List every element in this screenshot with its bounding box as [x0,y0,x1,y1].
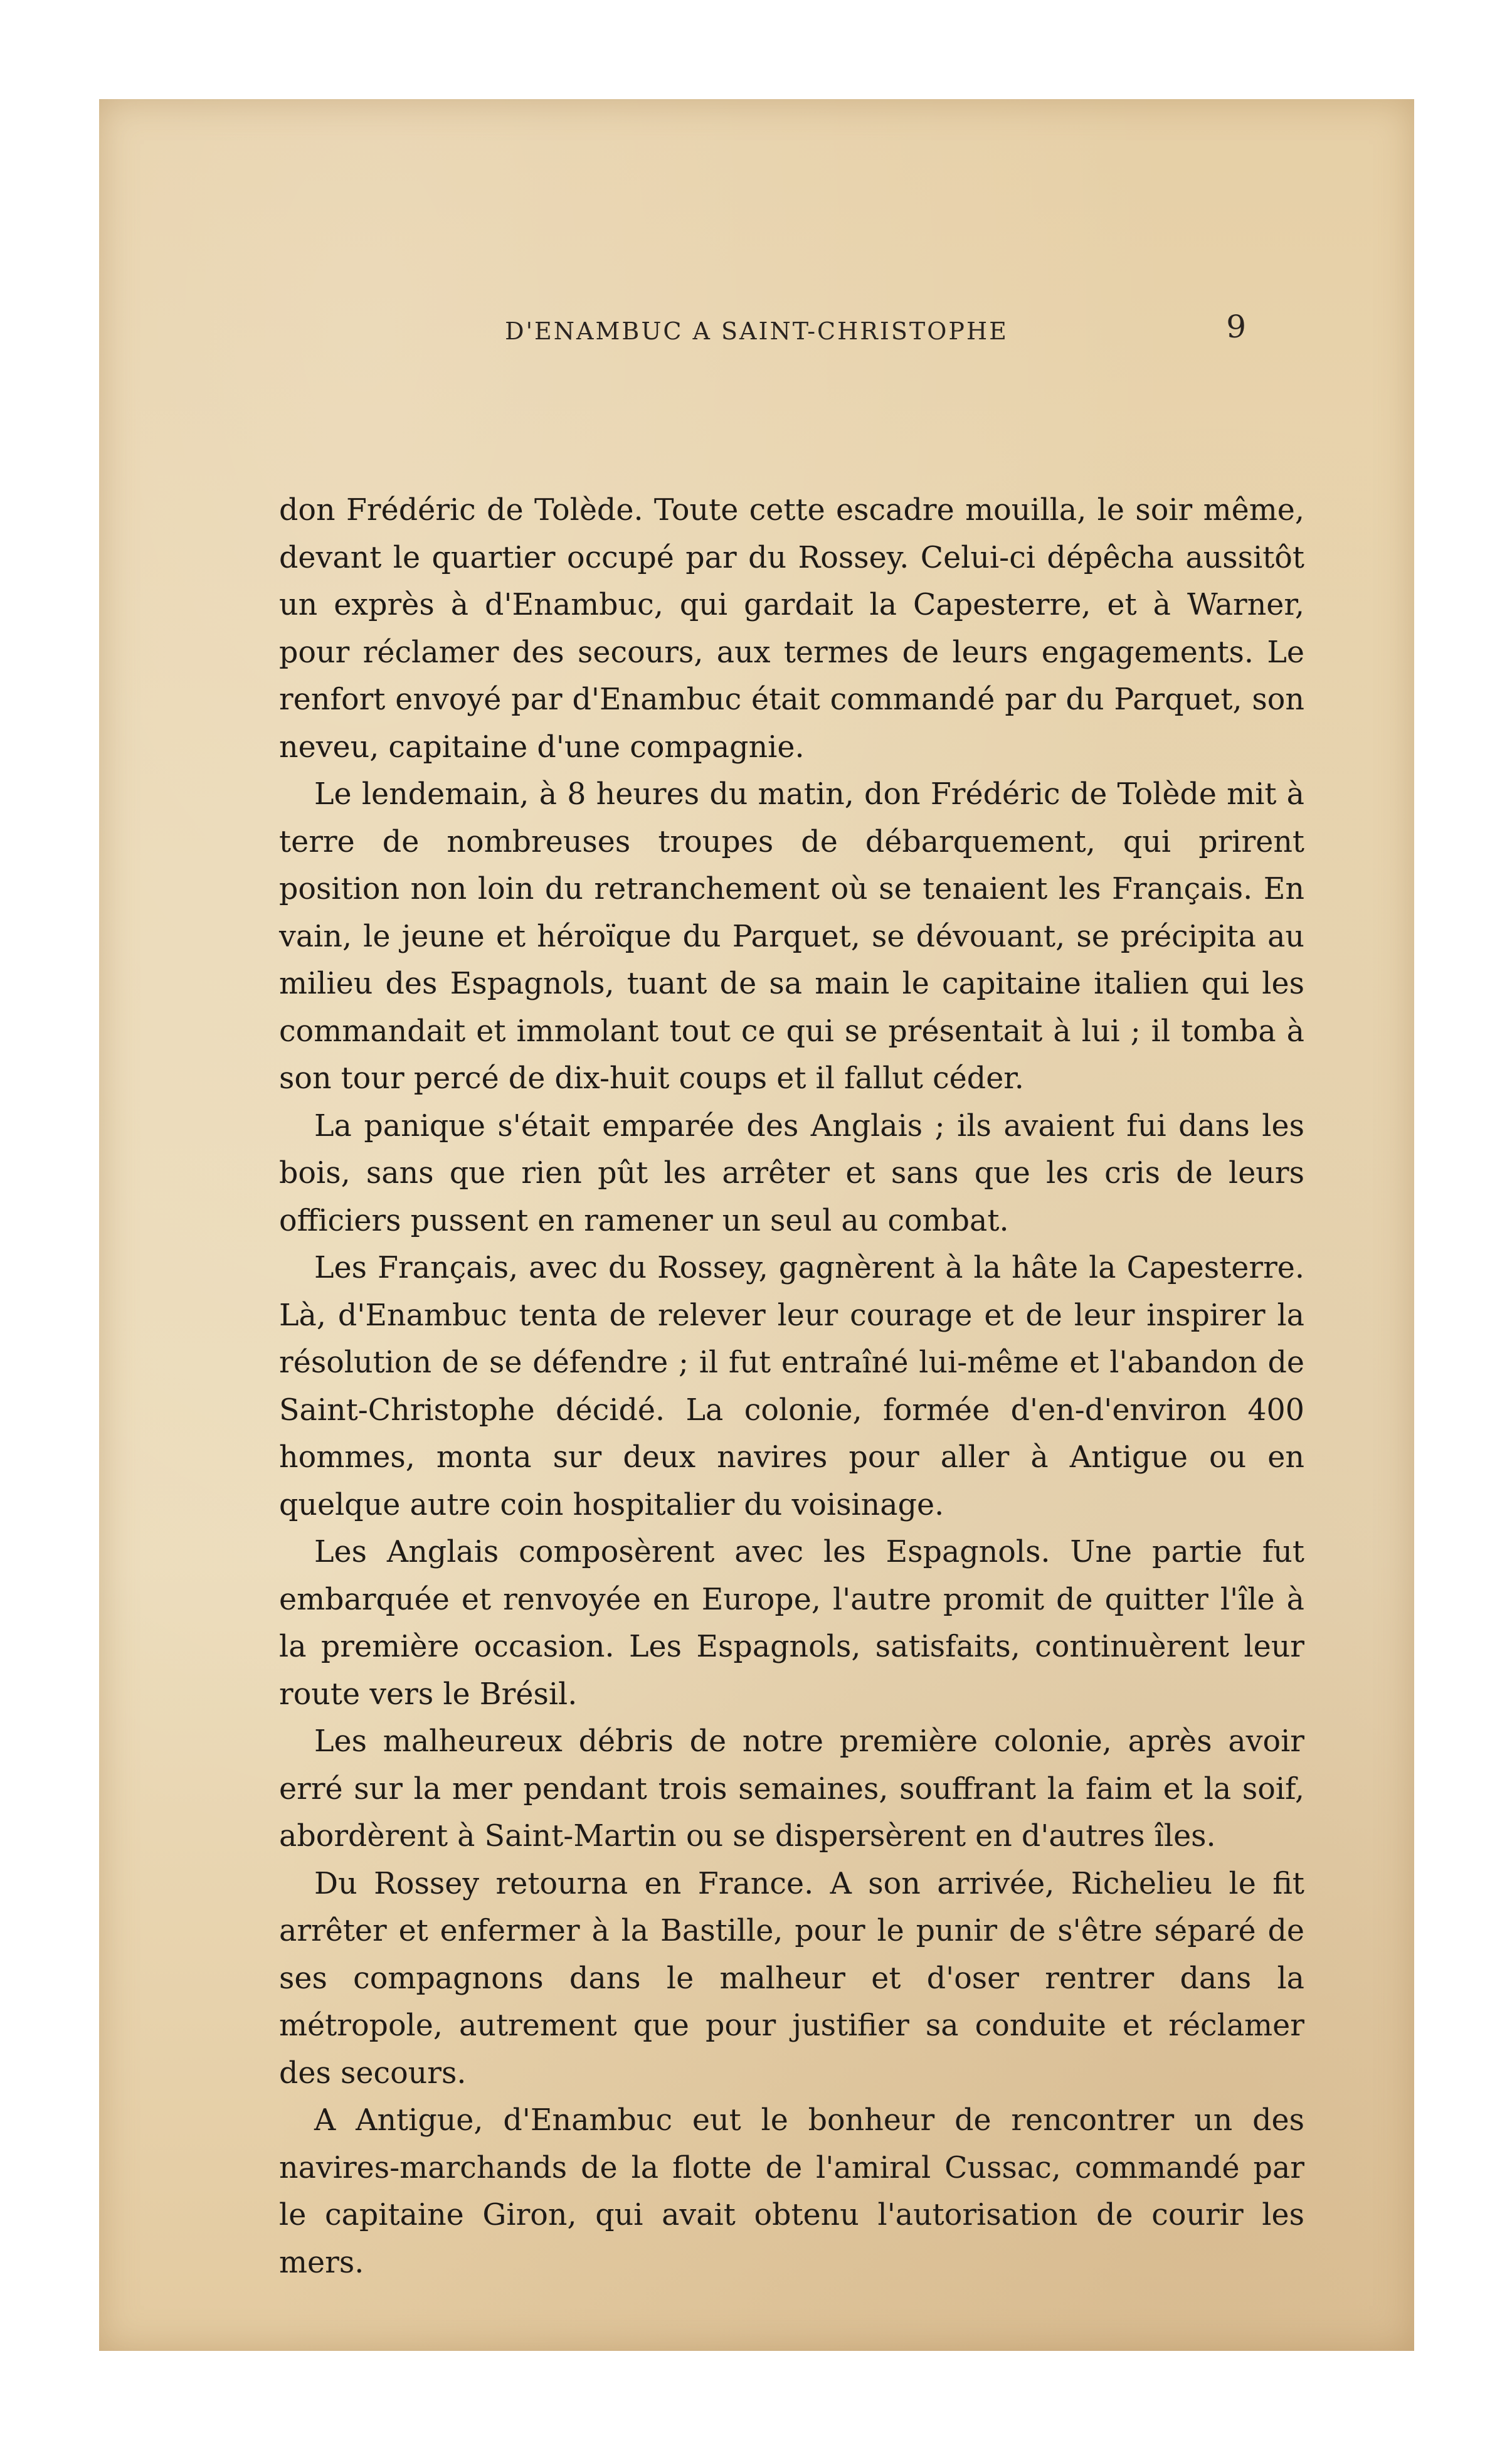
book-page [99,99,1414,2351]
paragraph: Du Rossey retourna en France. A son arrivée, Richelieu le fit arrêter et enfermer à la Bastille, pour le punir de s'être séparé de ses compagnons dans le malheur et d'oser rentrer dans la métropole, autrement que pour justifier sa conduite et réclamer des secours. [279,1866,1304,2091]
running-title: D'ENAMBUC A SAINT-CHRISTOPHE [505,317,1008,345]
paragraph: Le lendemain, à 8 heures du matin, don Frédéric de Tolède mit à terre de nombreuses troupes de débarquement, qui prirent position non loin du retranchement où se tenaient les Français. En vain, le jeune et héroïque du Parquet, se dévouant, se précipita au milieu des Espagnols, tuant de sa main le capitaine italien qui les commandait et immolant tout ce qui se présentait à lui ; il tomba à son tour percé de dix-huit coups et il fallut céder. [279,777,1304,1096]
page-number: 9 [1226,309,1246,345]
paragraph: don Frédéric de Tolède. Toute cette escadre mouilla, le soir même, devant le quartier occupé par du Rossey. Celui-ci dépêcha aussitôt un exprès à d'Enambuc, qui gardait la Capesterre, et à Warner, pour réclamer des secours, aux termes de leurs engagements. Le renfort envoyé par d'Enambuc était commandé par du Parquet, son neveu, capitaine d'une compagnie. [279,493,1304,765]
paragraph: Les Français, avec du Rossey, gagnèrent à la hâte la Capesterre. Là, d'Enambuc tenta de relever leur courage et de leur inspirer la résolution de se défendre ; il fut entraîné lui-même et l'abandon de Saint-Christophe décidé. La colonie, formée d'en-d'environ 400 hommes, monta sur deux navires pour aller à Antigue ou en quelque autre coin hospitalier du voisinage. [279,1251,1304,1522]
paragraph: La panique s'était emparée des Anglais ; ils avaient fui dans les bois, sans que rien pût les arrêter et sans que les cris de leurs officiers pussent en ramener un seul au combat. [279,1108,1304,1238]
paragraph: Les malheureux débris de notre première colonie, après avoir erré sur la mer pendant trois semaines, souffrant la faim et la soif, abordèrent à Saint-Martin ou se dispersèrent en d'autres îles. [279,1724,1304,1853]
paragraph: A Antigue, d'Enambuc eut le bonheur de rencontrer un des navires-marchands de la flotte de l'amiral Cussac, commandé par le capitaine Giron, qui avait obtenu l'autorisation de courir les mers. [279,2103,1304,2280]
body-text [279,487,1304,2286]
paragraph: Les Anglais composèrent avec les Espagnols. Une partie fut embarquée et renvoyée en Europe, l'autre promit de quitter l'île à la première occasion. Les Espagnols, satisfaits, continuèrent leur route vers le Brésil. [279,1535,1304,1712]
page-header [99,309,1414,355]
